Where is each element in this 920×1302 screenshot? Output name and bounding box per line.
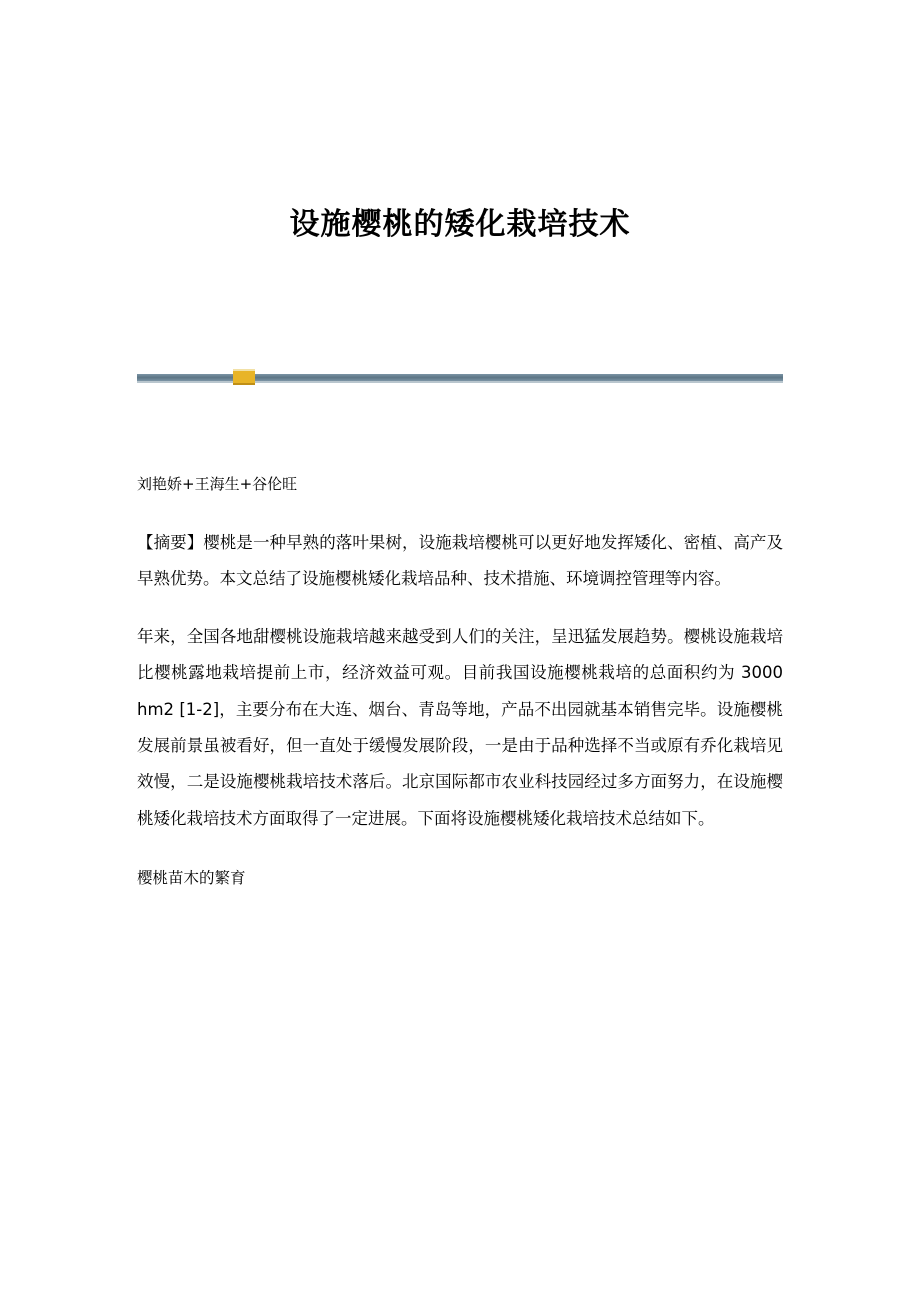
section-heading: 樱桃苗木的繁育 bbox=[137, 868, 246, 887]
page-title: 设施樱桃的矮化栽培技术 bbox=[289, 207, 631, 242]
author-byline: 刘艳娇+王海生+谷伦旺 bbox=[137, 475, 298, 493]
document-content bbox=[137, 0, 783, 894]
divider-ornament-icon bbox=[233, 369, 255, 385]
body-paragraph-1: 年来，全国各地甜樱桃设施栽培越来越受到人们的关注，呈迅猛发展趋势。樱桃设施栽培比樱桃露地栽培提前上市，经济效益可观。目前我国设施樱桃栽培的总面积约为 3000 hm2 [1-2]，主要分布在大连、烟台、青岛等地，产品不出园就基本销售完毕。设施樱桃发展前景虽被看好，但一直处于缓慢发展阶段，一是由于品种选择不当或原有乔化栽培见效慢，二是设施樱桃栽培技术落后。北京国际都市农业科技园经过多方面努力，在设施樱桃矮化栽培技术方面取得了一定进展。下面将设施樱桃矮化栽培技术总结如下。 bbox=[137, 627, 783, 828]
abstract-paragraph: 【摘要】樱桃是一种早熟的落叶果树，设施栽培樱桃可以更好地发挥矮化、密植、高产及早熟优势。本文总结了设施樱桃矮化栽培品种、技术措施、环境调控管理等内容。 bbox=[137, 532, 783, 588]
decorative-divider bbox=[137, 369, 783, 385]
